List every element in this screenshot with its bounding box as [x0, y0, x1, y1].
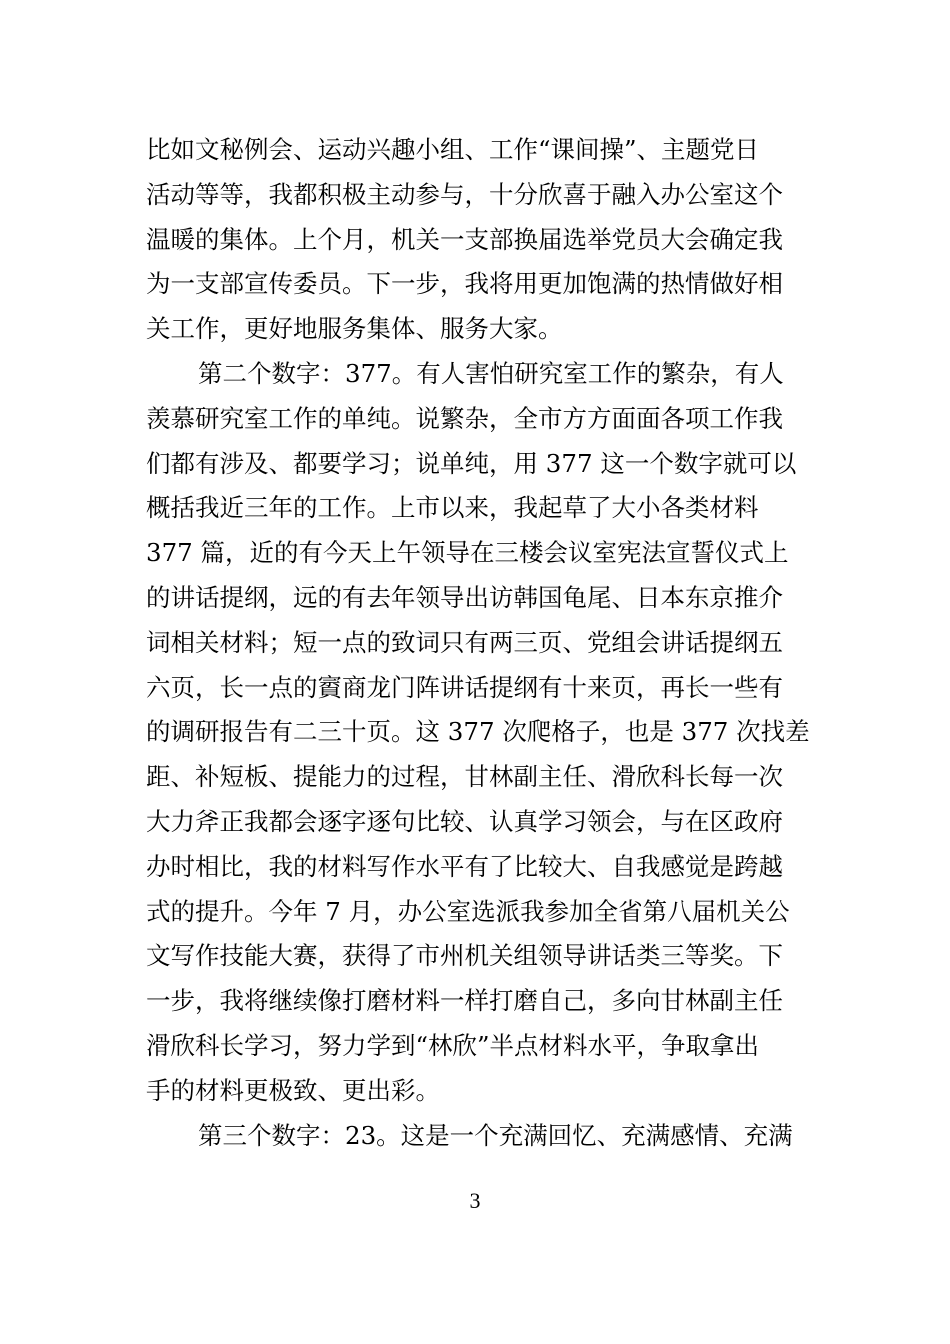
body-text	[146, 128, 810, 1158]
text-line: 377 篇，近的有今天上午领导在三楼会议室宪法宣誓仪式上	[146, 538, 789, 568]
text-line: 大力斧正我都会逐字逐句比较、认真学习领会，与在区政府	[146, 806, 783, 836]
text-line: 距、补短板、提能力的过程，甘林副主任、滑欣科长每一次	[146, 762, 783, 792]
text-line: 概括我近三年的工作。上市以来，我起草了大小各类材料	[146, 493, 759, 523]
text-line: 活动等等，我都积极主动参与，十分欣喜于融入办公室这个	[146, 179, 783, 209]
text-line: 温暖的集体。上个月，机关一支部换届选举党员大会确定我	[146, 224, 783, 254]
page-number: 3	[469, 1188, 481, 1213]
text-line: 六页，长一点的賨商龙门阵讲话提纲有十来页，再长一些有	[146, 672, 783, 702]
text-line: 一步，我将继续像打磨材料一样打磨自己，多向甘林副主任	[146, 986, 783, 1016]
paragraph-start-line: 第二个数字：377。有人害怕研究室工作的繁杂，有人	[198, 358, 784, 388]
text-line: 式的提升。今年 7 月，办公室选派我参加全省第八届机关公	[146, 896, 790, 926]
text-line: 手的材料更极致、更出彩。	[146, 1075, 440, 1105]
text-line: 们都有涉及、都要学习；说单纯，用 377 这一个数字就可以	[146, 448, 797, 478]
text-line: 文写作技能大赛，获得了市州机关组领导讲话类三等奖。下	[146, 941, 783, 971]
text-line: 羡慕研究室工作的单纯。说繁杂，全市方方面面各项工作我	[146, 403, 783, 433]
text-line: 词相关材料；短一点的致词只有两三页、党组会讲话提纲五	[146, 627, 783, 657]
text-line: 关工作，更好地服务集体、服务大家。	[146, 314, 563, 344]
text-line: 的讲话提纲，远的有去年领导出访韩国龟尾、日本东京推介	[146, 582, 783, 612]
text-line: 为一支部宣传委员。下一步，我将用更加饱满的热情做好相	[146, 269, 783, 299]
text-line: 比如文秘例会、运动兴趣小组、工作“课间操”、主题党日	[146, 135, 760, 164]
text-line: 的调研报告有二三十页。这 377 次爬格子，也是 377 次找差	[146, 717, 810, 747]
paragraph-start-line: 第三个数字：23。这是一个充满回忆、充满感情、充满	[198, 1120, 793, 1150]
text-line: 滑欣科长学习，努力学到“林欣”半点材料水平，争取拿出	[146, 1030, 760, 1060]
text-line: 办时相比，我的材料写作水平有了比较大、自我感觉是跨越	[146, 851, 783, 881]
